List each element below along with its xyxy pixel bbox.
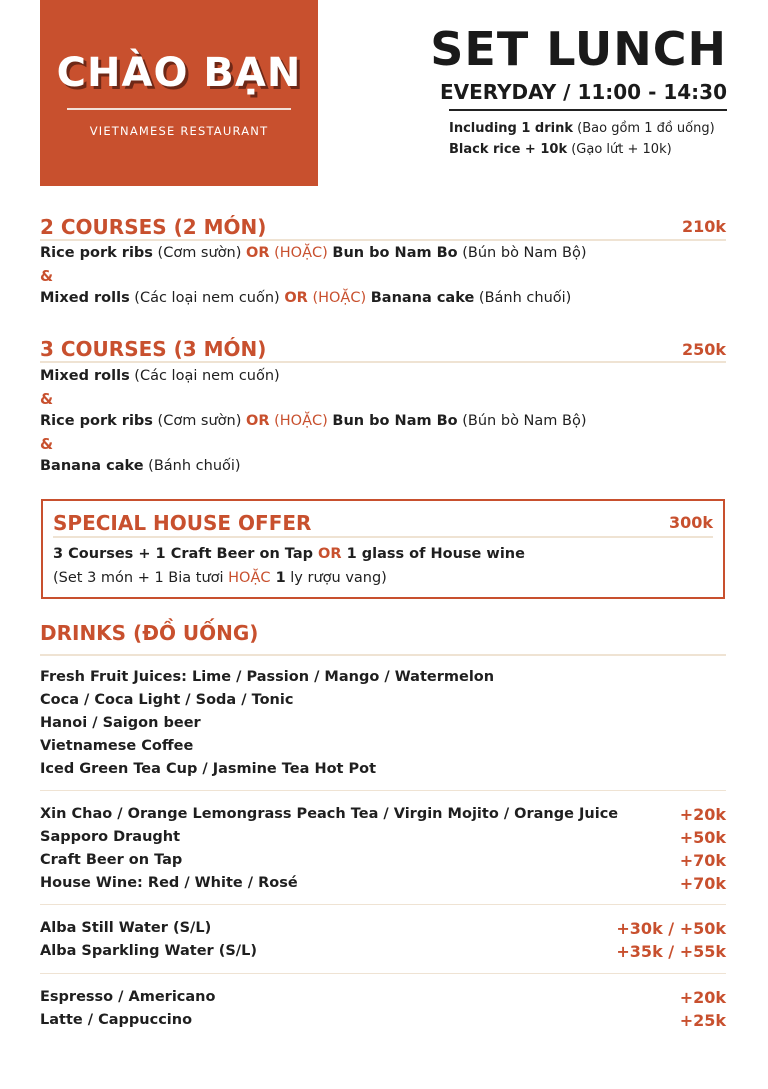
drinks-divider	[40, 654, 726, 656]
offer-line-en	[53, 546, 525, 562]
course2-price: 210k	[681, 217, 726, 236]
offer-text: ly rượu vang)	[285, 570, 387, 586]
drink-price: +35k / +55k	[616, 942, 726, 961]
drink-price: +20k	[679, 988, 726, 1007]
drink-item: Craft Beer on Tap	[40, 852, 183, 868]
offer-divider	[53, 536, 713, 538]
offer-text: 3 Courses + 1 Craft Beer on Tap	[53, 546, 319, 562]
course3-row3	[40, 458, 241, 474]
or-label: OR	[246, 413, 270, 429]
drink-price: +50k	[679, 828, 726, 847]
ampersand: &	[40, 267, 54, 285]
logo	[40, 0, 318, 186]
course2-row1	[40, 245, 587, 261]
drink-price: +25k	[679, 1011, 726, 1030]
note-drink-vn: (Bao gồm 1 đồ uống)	[573, 121, 715, 136]
note-drink	[449, 121, 715, 136]
course3-divider	[40, 361, 726, 363]
drink-item: Sapporo Draught	[40, 829, 181, 845]
course2-divider	[40, 239, 726, 241]
header-divider	[449, 109, 727, 111]
logo-subtitle: VIETNAMESE RESTAURANT	[89, 124, 269, 138]
note-rice-bold: Black rice + 10k	[449, 142, 568, 157]
special-offer-box	[41, 499, 725, 599]
drinks-separator	[40, 904, 726, 905]
dish-vn: (Bánh chuối)	[474, 290, 572, 306]
offer-price: 300k	[668, 513, 713, 532]
drink-item: Xin Chao / Orange Lemongrass Peach Tea / Virgin Mojito / Orange Juice	[40, 806, 619, 822]
drink-item: Latte / Cappuccino	[40, 1012, 193, 1028]
dish: Banana cake	[40, 458, 144, 474]
drink-price: +20k	[679, 805, 726, 824]
dish-vn: (Các loại nem cuốn)	[129, 290, 285, 306]
drink-item: Vietnamese Coffee	[40, 738, 194, 754]
or-vn-label: (HOẶC)	[274, 245, 328, 261]
drink-item: Espresso / Americano	[40, 989, 216, 1005]
course3-title: 3 COURSES (3 MÓN)	[40, 337, 267, 361]
drink-item: Alba Sparkling Water (S/L)	[40, 943, 257, 959]
drink-item: House Wine: Red / White / Rosé	[40, 875, 298, 891]
drink-item: Hanoi / Saigon beer	[40, 715, 201, 731]
offer-text: 1 glass of House wine	[341, 546, 525, 562]
or-label: OR	[284, 290, 308, 306]
dish-vn: (Bún bò Nam Bộ)	[457, 413, 587, 429]
drinks-separator	[40, 790, 726, 791]
dish-vn: (Cơm sườn)	[152, 413, 247, 429]
or-label: OR	[318, 546, 342, 562]
logo-divider	[67, 108, 291, 110]
course3-row1	[40, 368, 280, 384]
dish-vn: (Bánh chuối)	[143, 458, 241, 474]
or-vn-label: (HOẶC)	[274, 413, 328, 429]
dish: Mixed rolls	[40, 290, 130, 306]
drink-item: Iced Green Tea Cup / Jasmine Tea Hot Pot	[40, 761, 377, 777]
dish: Banana cake	[370, 290, 475, 306]
dish: Bun bo Nam Bo	[332, 245, 458, 261]
dish: Bun bo Nam Bo	[332, 413, 458, 429]
drink-price: +30k / +50k	[616, 919, 726, 938]
logo-name: CHÀO BẠN	[56, 50, 302, 96]
dish: Mixed rolls	[40, 368, 130, 384]
ampersand: &	[40, 435, 54, 453]
note-drink-bold: Including 1 drink	[449, 121, 574, 136]
dish: Rice pork ribs	[40, 413, 153, 429]
dish-vn: (Các loại nem cuốn)	[129, 368, 280, 384]
or-label: OR	[246, 245, 270, 261]
opening-hours: EVERYDAY / 11:00 - 14:30	[439, 80, 727, 104]
drink-price: +70k	[679, 874, 726, 893]
offer-text: 1	[270, 570, 286, 586]
drinks-title: DRINKS (ĐỒ UỐNG)	[40, 621, 259, 645]
offer-title: SPECIAL HOUSE OFFER	[53, 511, 312, 535]
note-rice	[449, 142, 672, 157]
course3-row2	[40, 413, 587, 429]
note-rice-vn: (Gạo lứt + 10k)	[567, 142, 672, 157]
ampersand: &	[40, 390, 54, 408]
course2-title: 2 COURSES (2 MÓN)	[40, 215, 267, 239]
drink-item: Fresh Fruit Juices: Lime / Passion / Mango / Watermelon	[40, 669, 495, 685]
course3-price: 250k	[681, 340, 726, 359]
or-vn-label: HOẶC	[228, 570, 271, 586]
offer-line-vn	[53, 570, 387, 586]
offer-text: (Set 3 món + 1 Bia tươi	[53, 570, 229, 586]
or-vn-label: (HOẶC)	[312, 290, 367, 306]
page-title: SET LUNCH	[430, 22, 727, 76]
dish: Rice pork ribs	[40, 245, 153, 261]
drink-price: +70k	[679, 851, 726, 870]
course2-row2	[40, 290, 571, 306]
drink-item: Coca / Coca Light / Soda / Tonic	[40, 692, 294, 708]
drinks-separator	[40, 973, 726, 974]
dish-vn: (Bún bò Nam Bộ)	[457, 245, 587, 261]
dish-vn: (Cơm sườn)	[152, 245, 247, 261]
drink-item: Alba Still Water (S/L)	[40, 920, 212, 936]
